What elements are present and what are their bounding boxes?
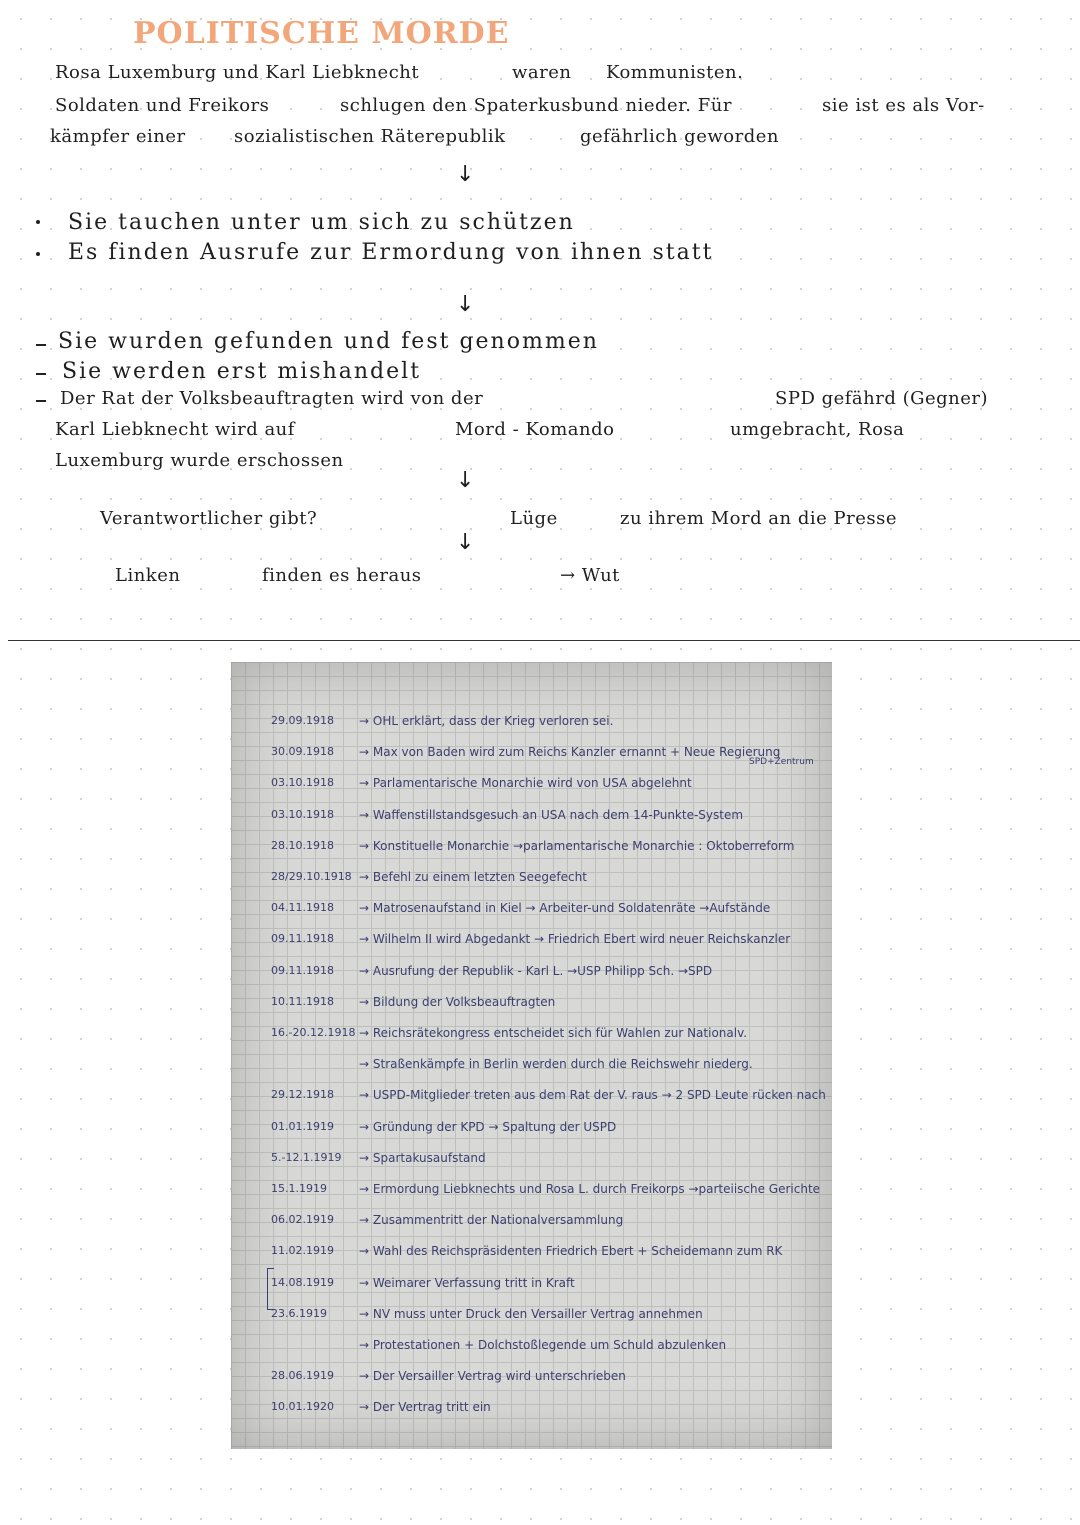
- note-line-2b: schlugen den Spaterkusbund nieder. Für: [340, 95, 732, 116]
- timeline-row: [271, 1307, 822, 1335]
- timeline-date: 5.-12.1.1919: [271, 1150, 342, 1164]
- timeline-date: 01.01.1919: [271, 1119, 334, 1133]
- timeline-date: 10.01.1920: [271, 1400, 334, 1414]
- dash-line-2: Sie werden erst mishandelt: [62, 359, 422, 384]
- bullet-line-2: Es finden Ausrufe zur Ermordung von ihnen statt: [68, 240, 714, 265]
- note-line-1c: Kommunisten.: [606, 62, 744, 83]
- timeline-date: 09.11.1918: [271, 963, 334, 977]
- timeline-event: → Der Versailler Vertrag wird unterschrieben: [359, 1369, 626, 1384]
- bullet-line-1: Sie tauchen unter um sich zu schützen: [68, 210, 575, 235]
- timeline-row: [271, 1120, 822, 1148]
- timeline-date: 28.10.1918: [271, 838, 334, 852]
- timeline-photo: [231, 662, 832, 1449]
- timeline-row: [271, 1182, 822, 1210]
- down-arrow-icon: ↓: [456, 468, 475, 493]
- down-arrow-icon: ↓: [456, 530, 475, 555]
- timeline-date: 09.11.1918: [271, 932, 334, 946]
- timeline-event: → Waffenstillstandsgesuch an USA nach dem 14-Punkte-System: [359, 807, 744, 822]
- timeline-date: 16.-20.12.1918: [271, 1026, 356, 1039]
- timeline-event: → Matrosenaufstand in Kiel → Arbeiter-und Soldatenräte →Aufstände: [359, 901, 771, 916]
- timeline-date: 15.1.1919: [271, 1182, 327, 1195]
- dash-icon: [36, 400, 46, 402]
- timeline-event: → Gründung der KPD → Spaltung der USPD: [359, 1119, 617, 1134]
- timeline-row: [271, 870, 822, 898]
- timeline-event: → Protestationen + Dolchstoßlegende um Schuld abzulenken: [359, 1338, 727, 1352]
- timeline-event: → Ausrufung der Republik - Karl L. →USP Philipp Sch. →SPD: [359, 963, 713, 978]
- timeline-event: → Reichsrätekongress entscheidet sich für Wahlen zur Nationalv.: [359, 1026, 748, 1040]
- timeline-row: [271, 1244, 822, 1272]
- timeline-row: [271, 1400, 822, 1428]
- down-arrow-icon: ↓: [456, 162, 475, 187]
- timeline-event: → Weimarer Verfassung tritt in Kraft: [359, 1275, 575, 1290]
- timeline-date: 29.12.1918: [271, 1088, 334, 1102]
- timeline-date: 28.06.1919: [271, 1369, 334, 1383]
- timeline-subnote: SPD+Zentrum: [749, 757, 814, 768]
- timeline-event: → Straßenkämpfe in Berlin werden durch die Reichswehr niederg.: [359, 1057, 753, 1072]
- bullet-icon: [36, 220, 40, 224]
- timeline-row: [271, 964, 822, 992]
- dash-line-3b: SPD gefährd (Gegner): [775, 388, 989, 409]
- timeline-date: 06.02.1919: [271, 1213, 334, 1227]
- timeline-event: → NV muss unter Druck den Versailler Vertrag annehmen: [359, 1306, 703, 1321]
- timeline-date: 04.11.1918: [271, 901, 334, 915]
- timeline-row: [271, 1338, 822, 1366]
- note-line-2c: sie ist es als Vor-: [822, 95, 985, 116]
- timeline-row: [271, 932, 822, 960]
- result-line-1b: Lüge: [510, 508, 558, 529]
- timeline-event: → OHL erklärt, dass der Krieg verloren sei.: [359, 714, 614, 728]
- timeline-event: → Parlamentarische Monarchie wird von USA abgelehnt: [359, 776, 692, 791]
- dash-line-4c: umgebracht, Rosa: [730, 419, 905, 440]
- timeline-date: 10.11.1918: [271, 994, 334, 1008]
- bullet-icon: [36, 252, 40, 256]
- result-line-1a: Verantwortlicher gibt?: [100, 508, 318, 529]
- timeline-row: [271, 901, 822, 929]
- dash-line-5: Luxemburg wurde erschossen: [55, 450, 344, 471]
- dash-line-4b: Mord - Komando: [455, 419, 615, 440]
- note-line-1a: Rosa Luxemburg und Karl Liebknecht: [55, 62, 420, 83]
- timeline-event: → Ermordung Liebknechts und Rosa L. durch Freikorps →parteiische Gerichte: [359, 1182, 821, 1196]
- timeline-event: → Wilhelm II wird Abgedankt → Friedrich Ebert wird neuer Reichskanzler: [359, 932, 791, 947]
- timeline-event: → Max von Baden wird zum Reichs Kanzler ernannt + Neue Regierung: [359, 745, 781, 760]
- timeline-date: 03.10.1918: [271, 807, 334, 821]
- timeline-event: → Befehl zu einem letzten Seegefecht: [359, 870, 587, 884]
- timeline-event: → Der Vertrag tritt ein: [359, 1400, 491, 1415]
- down-arrow-icon: ↓: [456, 292, 475, 317]
- note-line-2a: Soldaten und Freikors: [55, 95, 270, 116]
- timeline-row: [271, 1088, 826, 1116]
- timeline-date: 03.10.1918: [271, 776, 334, 790]
- timeline-date: 11.02.1919: [271, 1244, 334, 1258]
- timeline-row: [271, 1026, 822, 1054]
- timeline-row: [271, 745, 822, 773]
- note-line-3b: sozialistischen Räterepublik: [234, 126, 506, 147]
- timeline-row: [271, 1151, 822, 1179]
- timeline-date: 14.08.1919: [271, 1275, 334, 1289]
- section-divider: [8, 640, 1080, 641]
- note-line-3a: kämpfer einer: [50, 126, 186, 147]
- result-line-2b: finden es heraus: [262, 565, 422, 586]
- timeline-date: 28/29.10.1918: [271, 870, 352, 883]
- timeline-row: [271, 995, 822, 1023]
- timeline-event: → Bildung der Volksbeauftragten: [359, 994, 556, 1009]
- dash-icon: [36, 344, 46, 346]
- timeline-event: → Wahl des Reichspräsidenten Friedrich Ebert + Scheidemann zum RK: [359, 1244, 783, 1259]
- timeline-event: → Konstituelle Monarchie →parlamentarische Monarchie : Oktoberreform: [359, 838, 795, 853]
- dash-line-3a: Der Rat der Volksbeauftragten wird von der: [60, 388, 484, 409]
- timeline-event: → Spartakusaufstand: [359, 1150, 486, 1165]
- result-line-2a: Linken: [115, 565, 181, 586]
- timeline-row: [271, 776, 822, 804]
- result-line-1c: zu ihrem Mord an die Presse: [620, 508, 898, 529]
- timeline-row: [271, 1369, 822, 1397]
- timeline-row: [271, 839, 822, 867]
- timeline-row: [271, 1276, 822, 1304]
- dash-line-4a: Karl Liebknecht wird auf: [55, 419, 295, 440]
- timeline-event: → USPD-Mitglieder treten aus dem Rat der V. raus → 2 SPD Leute rücken nach: [359, 1088, 826, 1103]
- page-title: POLITISCHE MORDE: [133, 16, 510, 51]
- timeline-row: [271, 808, 822, 836]
- timeline-event: → Zusammentritt der Nationalversammlung: [359, 1213, 624, 1228]
- note-line-3c: gefährlich geworden: [580, 126, 779, 147]
- result-line-2c: → Wut: [560, 565, 620, 586]
- timeline-date: 23.6.1919: [271, 1306, 327, 1320]
- timeline-date: 30.09.1918: [271, 745, 334, 759]
- note-line-1b: waren: [512, 62, 572, 83]
- timeline-date: 29.09.1918: [271, 714, 334, 727]
- timeline-row: [271, 714, 822, 742]
- timeline-row: [271, 1213, 822, 1241]
- dash-icon: [36, 373, 46, 375]
- dash-line-1: Sie wurden gefunden und fest genommen: [58, 329, 599, 354]
- bracket-icon: [267, 1268, 274, 1310]
- timeline-row: [271, 1057, 822, 1085]
